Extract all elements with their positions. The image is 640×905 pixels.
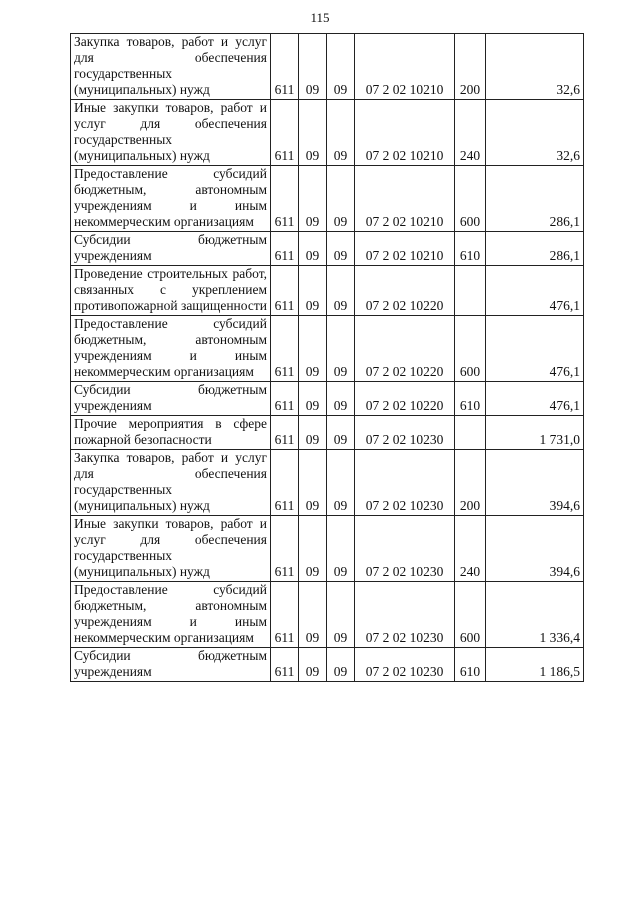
- target-article-code: 07 2 02 10210: [355, 166, 455, 232]
- subsection-code: 09: [327, 416, 355, 450]
- row-name-cell: [71, 450, 271, 516]
- table-row: [71, 316, 584, 382]
- section-code: 09: [299, 382, 327, 416]
- table-row: [71, 166, 584, 232]
- section-code: 09: [299, 232, 327, 266]
- section-code: 09: [299, 648, 327, 682]
- target-article-code: 07 2 02 10230: [355, 450, 455, 516]
- table-row: [71, 450, 584, 516]
- row-name-cell: [71, 382, 271, 416]
- row-name: Иные закупки товаров, работ и услуг для обеспечения государственных (муниципальных) нужд: [74, 100, 267, 163]
- expense-type-code: 600: [455, 316, 486, 382]
- amount: 1 186,5: [486, 648, 584, 682]
- section-code: 09: [299, 316, 327, 382]
- budget-table: [70, 33, 584, 682]
- row-name-cell: [71, 266, 271, 316]
- subsection-code: 09: [327, 450, 355, 516]
- ved-code: 611: [271, 34, 299, 100]
- table-row: [71, 582, 584, 648]
- ved-code: 611: [271, 100, 299, 166]
- ved-code: 611: [271, 582, 299, 648]
- ved-code: 611: [271, 266, 299, 316]
- ved-code: 611: [271, 648, 299, 682]
- subsection-code: 09: [327, 232, 355, 266]
- amount: 32,6: [486, 34, 584, 100]
- table-row: [71, 100, 584, 166]
- ved-code: 611: [271, 382, 299, 416]
- target-article-code: 07 2 02 10230: [355, 516, 455, 582]
- amount: 1 336,4: [486, 582, 584, 648]
- row-name: Субсидии бюджетным учреждениям: [74, 382, 267, 413]
- section-code: 09: [299, 266, 327, 316]
- amount: 286,1: [486, 166, 584, 232]
- section-code: 09: [299, 416, 327, 450]
- section-code: 09: [299, 100, 327, 166]
- row-name-cell: [71, 416, 271, 450]
- expense-type-code: 200: [455, 450, 486, 516]
- table-row: [71, 416, 584, 450]
- subsection-code: 09: [327, 166, 355, 232]
- table-row: [71, 266, 584, 316]
- ved-code: 611: [271, 450, 299, 516]
- row-name-cell: [71, 582, 271, 648]
- target-article-code: 07 2 02 10220: [355, 316, 455, 382]
- amount: 476,1: [486, 316, 584, 382]
- expense-type-code: [455, 266, 486, 316]
- amount: 286,1: [486, 232, 584, 266]
- section-code: 09: [299, 516, 327, 582]
- row-name: Прочие мероприятия в сфере пожарной безопасности: [74, 416, 267, 447]
- section-code: 09: [299, 34, 327, 100]
- expense-type-code: 610: [455, 648, 486, 682]
- table-row: [71, 34, 584, 100]
- amount: 476,1: [486, 382, 584, 416]
- subsection-code: 09: [327, 34, 355, 100]
- row-name: Предоставление субсидий бюджетным, автономным учреждениям и иным некоммерческим организациям: [74, 582, 267, 645]
- expense-type-code: 240: [455, 100, 486, 166]
- row-name-cell: [71, 232, 271, 266]
- expense-type-code: 610: [455, 232, 486, 266]
- table-row: [71, 648, 584, 682]
- row-name: Предоставление субсидий бюджетным, автономным учреждениям и иным некоммерческим организациям: [74, 316, 267, 379]
- target-article-code: 07 2 02 10230: [355, 648, 455, 682]
- ved-code: 611: [271, 416, 299, 450]
- target-article-code: 07 2 02 10210: [355, 34, 455, 100]
- amount: 32,6: [486, 100, 584, 166]
- target-article-code: 07 2 02 10210: [355, 100, 455, 166]
- row-name: Проведение строительных работ, связанных с укреплением противопожарной защищенности: [74, 266, 267, 313]
- target-article-code: 07 2 02 10230: [355, 582, 455, 648]
- expense-type-code: 600: [455, 166, 486, 232]
- subsection-code: 09: [327, 516, 355, 582]
- section-code: 09: [299, 166, 327, 232]
- target-article-code: 07 2 02 10230: [355, 416, 455, 450]
- row-name-cell: [71, 516, 271, 582]
- expense-type-code: 610: [455, 382, 486, 416]
- expense-type-code: 600: [455, 582, 486, 648]
- table-row: [71, 232, 584, 266]
- subsection-code: 09: [327, 100, 355, 166]
- table-row: [71, 516, 584, 582]
- row-name-cell: [71, 648, 271, 682]
- target-article-code: 07 2 02 10220: [355, 266, 455, 316]
- ved-code: 611: [271, 232, 299, 266]
- subsection-code: 09: [327, 582, 355, 648]
- row-name: Иные закупки товаров, работ и услуг для обеспечения государственных (муниципальных) нужд: [74, 516, 267, 579]
- subsection-code: 09: [327, 648, 355, 682]
- row-name-cell: [71, 34, 271, 100]
- expense-type-code: 240: [455, 516, 486, 582]
- amount: 1 731,0: [486, 416, 584, 450]
- amount: 394,6: [486, 516, 584, 582]
- row-name: Субсидии бюджетным учреждениям: [74, 648, 267, 679]
- ved-code: 611: [271, 166, 299, 232]
- row-name-cell: [71, 316, 271, 382]
- expense-type-code: 200: [455, 34, 486, 100]
- expense-type-code: [455, 416, 486, 450]
- row-name-cell: [71, 166, 271, 232]
- section-code: 09: [299, 582, 327, 648]
- row-name-cell: [71, 100, 271, 166]
- subsection-code: 09: [327, 382, 355, 416]
- subsection-code: 09: [327, 266, 355, 316]
- target-article-code: 07 2 02 10210: [355, 232, 455, 266]
- ved-code: 611: [271, 316, 299, 382]
- row-name: Субсидии бюджетным учреждениям: [74, 232, 267, 263]
- row-name: Предоставление субсидий бюджетным, автономным учреждениям и иным некоммерческим организациям: [74, 166, 267, 229]
- row-name: Закупка товаров, работ и услуг для обеспечения государственных (муниципальных) нужд: [74, 450, 267, 513]
- page-number: 115: [310, 10, 330, 25]
- subsection-code: 09: [327, 316, 355, 382]
- ved-code: 611: [271, 516, 299, 582]
- table-row: [71, 382, 584, 416]
- row-name: Закупка товаров, работ и услуг для обеспечения государственных (муниципальных) нужд: [74, 34, 267, 97]
- target-article-code: 07 2 02 10220: [355, 382, 455, 416]
- amount: 476,1: [486, 266, 584, 316]
- section-code: 09: [299, 450, 327, 516]
- amount: 394,6: [486, 450, 584, 516]
